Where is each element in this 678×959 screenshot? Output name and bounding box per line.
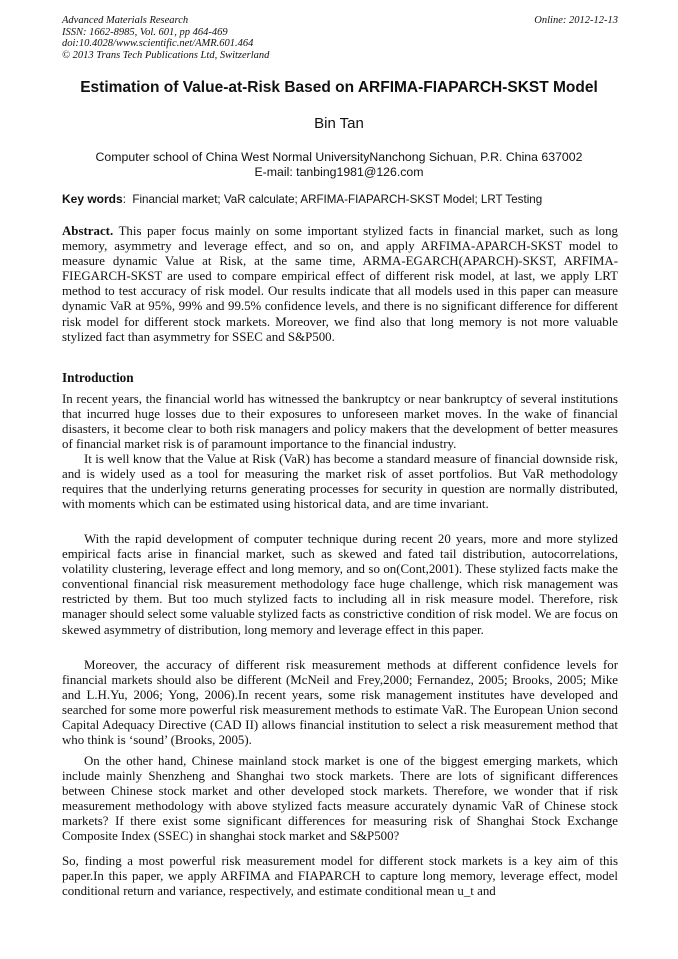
affiliation-block [0,150,678,180]
author-name: Bin Tan [314,115,364,132]
journal-header [62,15,618,61]
keywords-line [62,192,618,206]
issn-line: ISSN: 1662-8985, Vol. 601, pp 464-469 [62,26,228,38]
journal-name: Advanced Materials Research [62,15,189,26]
copyright-line: © 2013 Trans Tech Publications Ltd, Switzerland [62,49,270,61]
keywords-label: Key words [62,192,123,206]
email[interactable]: E-mail: tanbing1981@126.com [254,165,424,179]
paper-title: Estimation of Value-at-Risk Based on ARFIMA-FIAPARCH-SKST Model [80,79,598,96]
keywords-separator: : [122,193,126,206]
intro-paragraph: It is well know that the Value at Risk (VaR) has become a standard measure of financial downside risk, and is widely used as a tool for measuring the market risk of asset portfolios. But VaR methodology requires that the underlying returns generating processes for security in question are normally distributed, with moments which can be estimated using historical data, and are time invariant. [62,452,618,512]
abstract-label: Abstract. [62,224,114,238]
intro-paragraph: On the other hand, Chinese mainland stock market is one of the biggest emerging markets, which include mainly Shenzheng and Shanghai two stock markets. There are lots of significant differences between Chinese stock market and other developed stock markets. Therefore, we wonder that if risk measurement methodology with above stylized facts measure accurately dynamic VaR of Chinese stock markets? If there exist some significant differences for measuring risk of Shanghai Stock Exchange Composite Index (SSEC) in shanghai stock market and S&P500? [62,754,618,844]
abstract-text: This paper focus mainly on some important stylized facts in financial market, such as long memory, asymmetry and leverage effect, and so on, and apply ARFIMA-APARCH-SKST model to measure dynamic Value at Risk, at the same time, ARMA-EGARCH(APARCH)-SKST, ARFIMA- FIEGARCH-SKST are used to compare empirical effect of different risk model, at last, we apply LRT method to test accuracy of risk model. Our results indicate that all models used in this paper can measure dynamic VaR at 95%, 99% and 99.5% confidence levels, and there is no significant difference for different risk model for different stock markets. Moreover, we find also that long memory is not more valuable stylized fact than asymmetry for SSEC and S&P500. [62,224,618,344]
abstract [62,224,618,345]
intro-paragraph: Moreover, the accuracy of different risk measurement methods at different confidence levels for financial markets should also be different (McNeil and Frey,2000; Fernandez, 2005; Brooks, 2005; Mike and L.H.Yu, 2006; Yong, 2006).In recent years, some risk management institutes have developed and searched for some more powerful risk measurement methods to estimate VaR. The European Union second Capital Adequacy Directive (CAD II) allows financial institution to select a risk measurement method that who think is ‘sound’ (Brooks, 2005). [62,658,618,748]
doi-line[interactable]: doi:10.4028/www.scientific.net/AMR.601.464 [62,38,254,49]
intro-paragraph: So, finding a most powerful risk measurement model for different stock markets is a key aim of this paper.In this paper, we apply ARFIMA and FIAPARCH to capture long memory, leverage effect, model conditional return and variance, respectively, and estimate conditional mean u_t and [62,854,618,899]
section-heading-introduction: Introduction [62,370,134,385]
online-date: Online: 2012-12-13 [534,15,618,26]
intro-paragraph: In recent years, the financial world has witnessed the bankruptcy or near bankruptcy of several institutions that incurred huge losses due to their exposures to unforeseen market moves. In the wake of financial disasters, it become clear to both risk managers and policy makers that the development of better measures of financial market risk is of paramount importance to the financial industry. [62,392,618,452]
keywords-text: Financial market; VaR calculate; ARFIMA-FIAPARCH-SKST Model; LRT Testing [132,193,543,206]
affiliation: Computer school of China West Normal UniversityNanchong Sichuan, P.R. China 637002 [95,150,583,164]
intro-paragraph: With the rapid development of computer technique during recent 20 years, more and more stylized empirical facts arise in financial market, such as skewed and fated tail distribution, autocorrelations, volatility clustering, leverage effect and long memory, and so on(Cont,2001). These stylized facts make the conventional financial risk measurement methodology face huge challenge, which risk management was restricted by them. But too much stylized facts to including all in risk measure model. Therefore, risk manager should select some valuable stylized facts as constrictive condition of risk model. We are focus on skewed asymmetry of distribution, long memory and leverage effect in this paper. [62,532,618,637]
